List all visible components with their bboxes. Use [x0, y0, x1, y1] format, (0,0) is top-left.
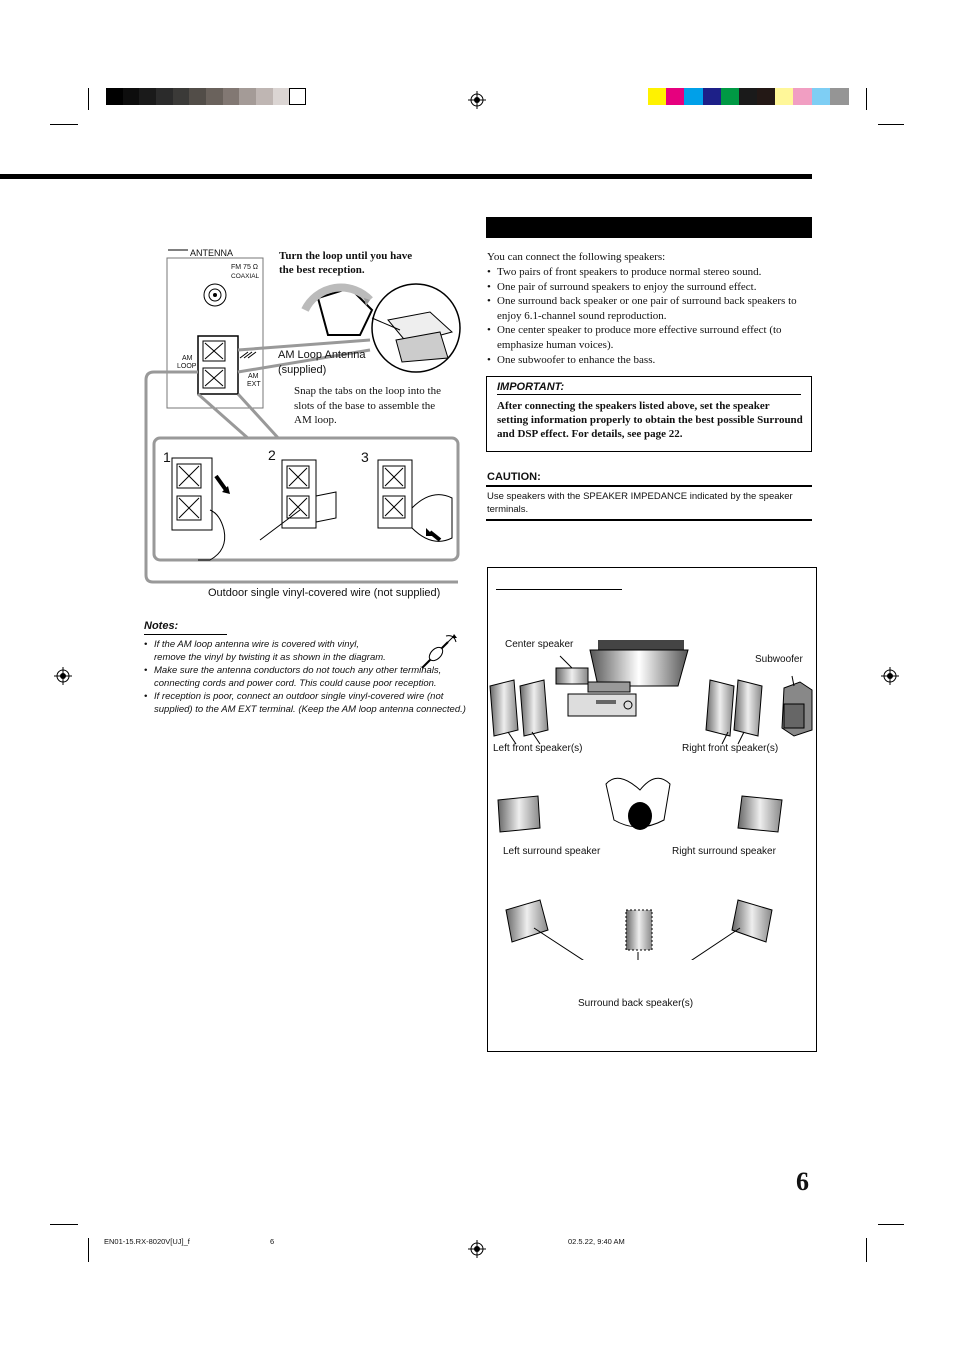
listener-icon [606, 778, 670, 830]
crop-mark [50, 124, 78, 125]
right-front-speakers-icon [706, 680, 762, 736]
left-surround-speaker-icon [498, 796, 540, 832]
turn-loop-caption-2: the best reception. [279, 264, 365, 276]
registration-mark-icon [468, 1240, 486, 1258]
calibration-swatch [812, 88, 831, 105]
surround-back-label: Surround back speaker(s) [578, 998, 694, 1009]
receiver-icon [568, 694, 636, 716]
registration-mark-icon [54, 667, 72, 685]
speaker-list-text: One center speaker to produce more effective surround effect (to emphasize human voices). [497, 324, 782, 351]
outdoor-wire-caption: Outdoor single vinyl-covered wire (not supplied) [208, 587, 441, 599]
grayscale-calibration-bar [106, 88, 306, 105]
registration-mark-icon [468, 91, 486, 109]
calibration-swatch [239, 88, 256, 105]
color-calibration-bar [648, 88, 848, 105]
step-number-3: 3 [361, 449, 369, 465]
important-rule [497, 394, 801, 395]
important-box [486, 376, 812, 452]
note-item [144, 638, 390, 664]
calibration-swatch [721, 88, 740, 105]
right-surround-speaker-icon [738, 796, 782, 832]
calibration-swatch [666, 88, 685, 105]
speaker-list-text: One subwoofer to enhance the bass. [497, 353, 656, 366]
snap-caption-3: AM loop. [294, 414, 337, 426]
note-text: Make sure the antenna conductors do not touch any other terminals, connecting cords and power cord. This could cause poor reception. [154, 665, 442, 689]
surround-back-left-icon [506, 900, 548, 942]
am-ext-label-1: AM [248, 373, 259, 380]
crop-mark [878, 1224, 904, 1225]
subwoofer-icon [782, 682, 812, 736]
notes-rule [144, 634, 227, 635]
am-ext-label-2: EXT [247, 381, 261, 388]
calibration-swatch [273, 88, 290, 105]
right-front-label: Right front speaker(s) [682, 743, 779, 754]
step-number-2: 2 [268, 447, 276, 463]
registration-mark-icon [881, 667, 899, 685]
calibration-swatch [739, 88, 758, 105]
am-loop-label-1: AM [182, 355, 193, 362]
note-item [144, 664, 468, 690]
center-speaker-label: Center speaker [505, 639, 574, 650]
calibration-swatch [830, 88, 849, 105]
page-number: 6 [796, 1167, 809, 1196]
coaxial-label: COAXIAL [231, 273, 260, 280]
notes-heading: Notes: [144, 620, 179, 632]
surround-back-center-icon [626, 910, 652, 950]
caution-bottom-rule [486, 519, 812, 521]
calibration-swatch [289, 88, 306, 105]
calibration-swatch [256, 88, 273, 105]
antenna-label: ANTENNA [190, 248, 234, 258]
turn-loop-caption-1: Turn the loop until you have [279, 250, 413, 262]
calibration-swatch [173, 88, 190, 105]
speaker-list-text: Two pairs of front speakers to produce normal stereo sound. [497, 266, 762, 278]
speaker-list-item [487, 294, 812, 323]
speaker-list-item [487, 280, 812, 295]
left-surround-label: Left surround speaker [503, 846, 601, 857]
speaker-list-item [487, 265, 812, 280]
surround-back-right-icon [732, 900, 772, 942]
antenna-diagram [140, 240, 462, 585]
note-item [144, 690, 468, 716]
speaker-list-text: One surround back speaker or one pair of surround back speakers to enjoy 6.1-channel sound reproduction. [497, 295, 797, 322]
speaker-list-text: One pair of surround speakers to enjoy the surround effect. [497, 280, 757, 293]
speaker-list-item [487, 323, 812, 352]
crop-mark [878, 124, 904, 125]
crop-mark [50, 1224, 78, 1225]
top-rule [0, 174, 812, 179]
caution-text: Use speakers with the SPEAKER IMPEDANCE indicated by the speaker terminals. [487, 491, 793, 515]
crop-mark [88, 88, 89, 110]
center-speaker-icon [556, 668, 588, 684]
snap-caption-2: slots of the base to assemble the [294, 400, 436, 412]
left-front-label: Left front speaker(s) [493, 743, 583, 754]
snap-caption-1: Snap the tabs on the loop into the [294, 385, 441, 397]
step-number-1: 1 [163, 449, 171, 465]
calibration-swatch [189, 88, 206, 105]
calibration-swatch [793, 88, 812, 105]
calibration-swatch [156, 88, 173, 105]
notes-list [144, 638, 468, 716]
calibration-swatch [775, 88, 794, 105]
calibration-swatch [648, 88, 667, 105]
am-loop-antenna-label-1: AM Loop Antenna [278, 349, 366, 361]
am-loop-label-2: LOOP [177, 363, 197, 370]
layout-title-rule [496, 589, 622, 590]
calibration-swatch [139, 88, 156, 105]
calibration-swatch [703, 88, 722, 105]
note-text: If the AM loop antenna wire is covered with vinyl, remove the vinyl by twisting it as shown in the diagram. [154, 639, 386, 663]
tv-icon [588, 640, 688, 692]
caution-heading: CAUTION: [487, 471, 541, 483]
calibration-swatch [223, 88, 240, 105]
crop-mark [866, 88, 867, 110]
calibration-swatch [757, 88, 776, 105]
caution-rule [486, 485, 812, 487]
crop-mark [866, 1238, 867, 1262]
section-header-bar [486, 217, 812, 238]
calibration-swatch [206, 88, 223, 105]
footer-file: EN01-15.RX-8020V[UJ]_f [104, 1237, 190, 1246]
calibration-swatch [123, 88, 140, 105]
note-text: If reception is poor, connect an outdoor single vinyl-covered wire (not supplied) to the AM EXT terminal. (Keep the AM loop antenna connected.) [154, 691, 466, 715]
footer-date: 02.5.22, 9:40 AM [568, 1237, 625, 1246]
footer-page: 6 [270, 1237, 275, 1246]
crop-mark [88, 1238, 89, 1262]
important-text: After connecting the speakers listed above, set the speaker setting information properly to obtain the best possible Surround and DSP effect. For details, see page 22. [497, 400, 803, 441]
speakers-intro: You can connect the following speakers: [487, 251, 666, 263]
left-front-speakers-icon [490, 680, 548, 736]
am-loop-antenna-label-2: (supplied) [278, 364, 327, 376]
speakers-list [487, 265, 812, 367]
calibration-swatch [684, 88, 703, 105]
speaker-list-item [487, 353, 812, 368]
calibration-swatch [106, 88, 123, 105]
speaker-layout-diagram [488, 620, 814, 960]
right-surround-label: Right surround speaker [672, 846, 776, 857]
subwoofer-label: Subwoofer [755, 654, 803, 665]
important-heading: IMPORTANT: [497, 381, 565, 393]
fm-label: FM 75 Ω [231, 264, 259, 271]
